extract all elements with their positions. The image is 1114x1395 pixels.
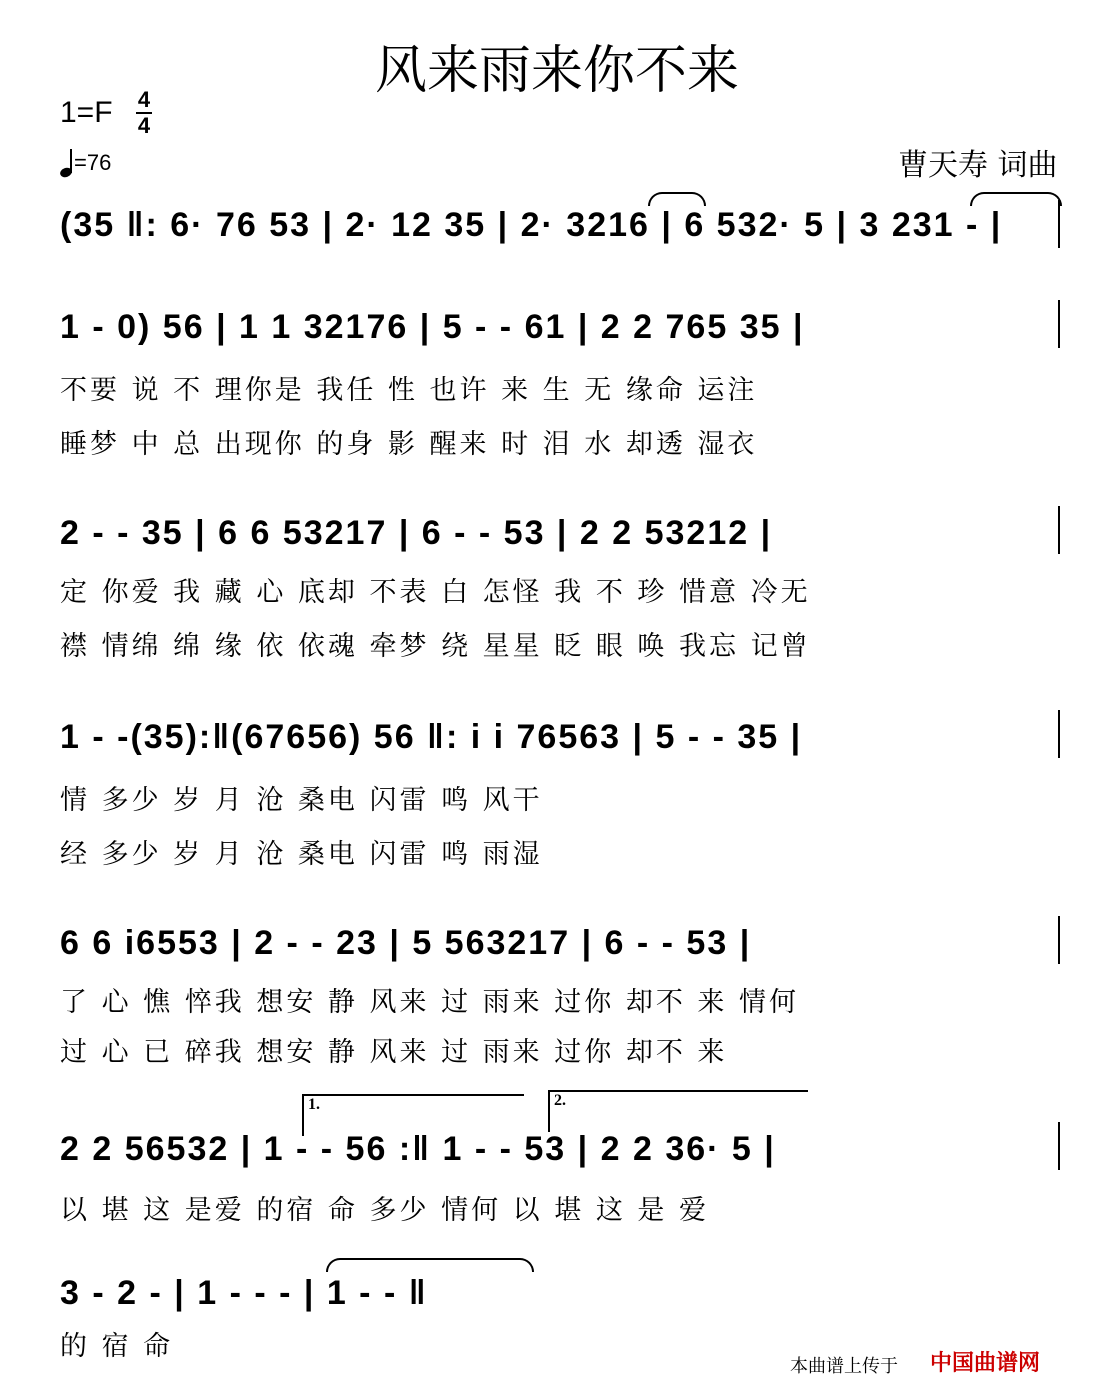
lyric-verse-2: 睡梦 中 总 出现你 的身 影 醒来 时 泪 水 却透 湿衣 xyxy=(60,429,758,460)
notation-line-6: 2 2 56532 | 1 - - 56 :‖ 1 - - 53 | 2 2 36· 5 | xyxy=(60,1130,776,1168)
barline xyxy=(1058,1122,1060,1170)
tempo-marking xyxy=(60,150,111,177)
key-signature: 1=F xyxy=(60,96,113,129)
lyric-verse-1: 定 你爱 我 藏 心 底却 不表 白 怎怪 我 不 珍 惜意 冷无 xyxy=(60,577,811,608)
notation-line-2: 1 - 0) 56 | 1 1 32176 | 5 - - 61 | 2 2 765 35 | xyxy=(60,308,805,346)
notation-line-3: 2 - - 35 | 6 6 53217 | 6 - - 53 | 2 2 53212 | xyxy=(60,514,773,552)
barline xyxy=(1058,300,1060,348)
tie-arc xyxy=(970,192,1062,206)
song-title: 风来雨来你不来 xyxy=(374,41,739,101)
tempo-value: =76 xyxy=(74,150,112,175)
notation-line-7: 3 - 2 - | 1 - - - | 1 - - ‖ xyxy=(60,1274,428,1312)
upload-credit: 本曲谱上传于 xyxy=(790,1356,898,1377)
lyric-verse-1: 情 多少 岁 月 沧 桑电 闪雷 鸣 风干 xyxy=(60,785,543,816)
time-signature-top: 4 xyxy=(137,87,151,112)
tie-arc xyxy=(326,1258,534,1272)
quarter-note-icon xyxy=(60,151,74,177)
lyric-verse-2: 过 心 已 碎我 想安 静 风来 过 雨来 过你 却不 来 xyxy=(60,1037,728,1068)
notation-line-1: (35 ‖: 6· 76 53 | 2· 12 35 | 2· 3216 | 6 532· 5 | 3 231 - | xyxy=(60,206,1003,244)
lyric-verse-2: 襟 情绵 绵 缘 依 依魂 牵梦 绕 星星 眨 眼 唤 我忘 记曾 xyxy=(60,631,811,662)
lyric-verse-1: 不要 说 不 理你是 我任 性 也许 来 生 无 缘命 运注 xyxy=(60,375,758,406)
barline xyxy=(1058,916,1060,964)
barline xyxy=(1058,200,1060,248)
lyric-verse-1: 的 宿 命 xyxy=(60,1331,174,1362)
second-ending-bracket: 2. xyxy=(548,1090,808,1132)
barline xyxy=(1058,710,1060,758)
time-signature xyxy=(136,88,152,138)
notation-line-4: 1 - -(35):‖(67656) 56 ‖: i i 76563 | 5 - - 35 | xyxy=(60,718,803,756)
tie-arc xyxy=(648,192,706,206)
lyric-verse-2: 经 多少 岁 月 沧 桑电 闪雷 鸣 雨湿 xyxy=(60,839,543,870)
lyric-verse-1: 了 心 憔 悴我 想安 静 风来 过 雨来 过你 却不 来 情何 xyxy=(60,987,799,1018)
barline xyxy=(1058,506,1060,554)
composer-credit: 曹天寿 词曲 xyxy=(898,148,1058,183)
time-signature-bottom: 4 xyxy=(137,113,151,138)
notation-line-5: 6 6 i6553 | 2 - - 23 | 5 563217 | 6 - - 53 | xyxy=(60,924,752,962)
site-logo: 中国曲谱网 xyxy=(930,1351,1041,1376)
first-ending-bracket: 1. xyxy=(302,1094,524,1136)
lyric-verse-1: 以 堪 这 是爱 的宿 命 多少 情何 以 堪 这 是 爱 xyxy=(60,1195,709,1226)
